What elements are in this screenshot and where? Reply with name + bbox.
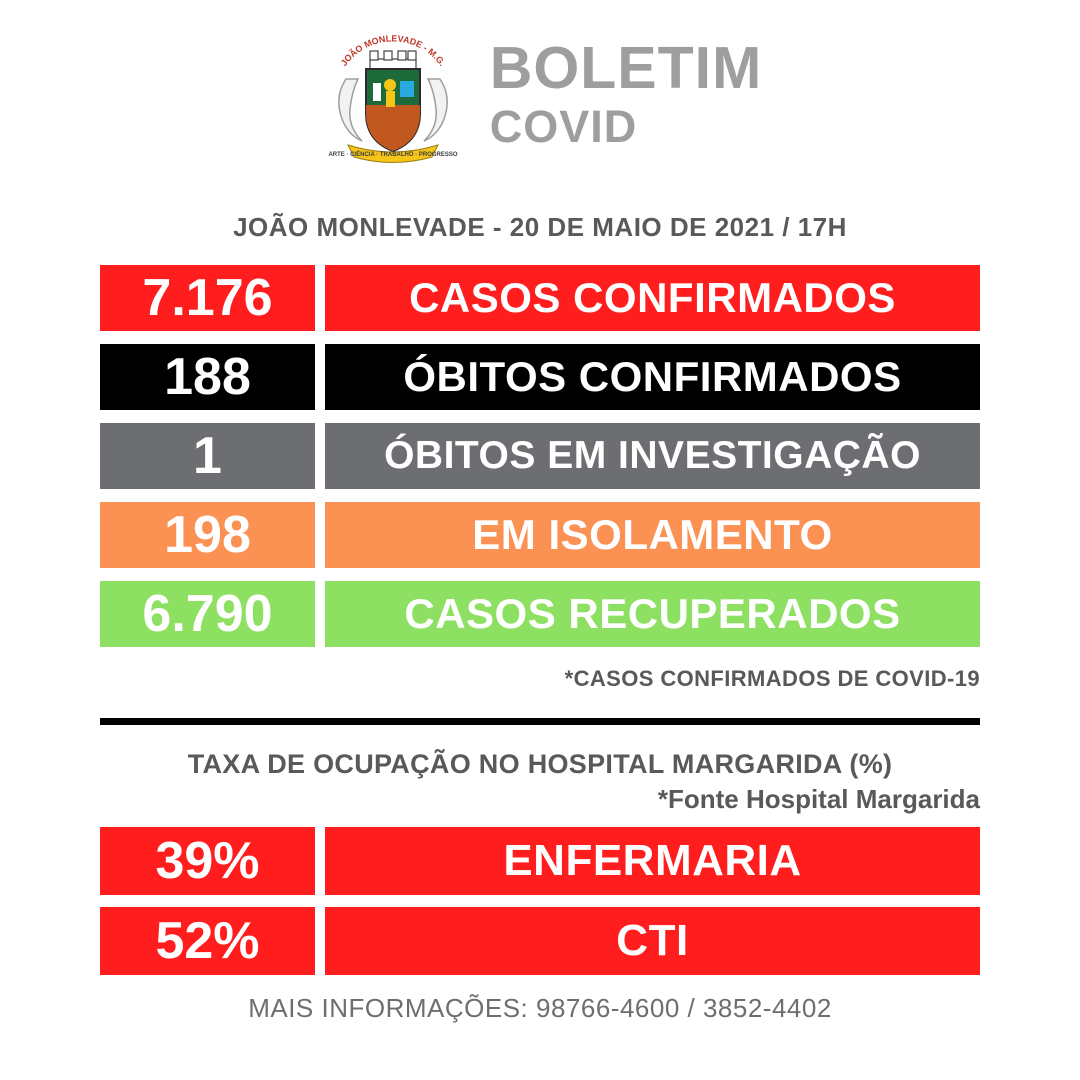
stat-value: 52% [100,907,315,975]
stat-value: 198 [100,502,315,568]
footnote: *CASOS CONFIRMADOS DE COVID-19 [564,666,980,691]
hospital-source-note: *Fonte Hospital Margarida [657,784,980,814]
stat-label: ÓBITOS CONFIRMADOS [325,344,980,410]
stat-value: 39% [100,827,315,895]
section-divider [100,718,980,725]
stat-row [100,581,980,647]
hospital-stats-list [0,827,1080,975]
stat-label: CASOS CONFIRMADOS [325,265,980,331]
stat-row [100,423,980,489]
stat-row [100,827,980,895]
city-coat-of-arms-icon [318,19,468,169]
stat-row [100,344,980,410]
header [0,0,1080,160]
stat-label: ENFERMARIA [325,827,980,895]
page-subtitle: COVID [489,101,638,152]
stat-row [100,265,980,331]
svg-text:ARTE · CIÊNCIA · TRABALHO · PR: ARTE · CIÊNCIA · TRABALHO · PROGRESSO [328,152,458,158]
dateline: JOÃO MONLEVADE - 20 DE MAIO DE 2021 / 17H [233,212,847,242]
stat-label: EM ISOLAMENTO [325,502,980,568]
stat-value: 188 [100,344,315,410]
header-titles [489,35,763,152]
hospital-section-title: TAXA DE OCUPAÇÃO NO HOSPITAL MARGARIDA (%) [187,749,893,779]
page-title: BOLETIM [489,35,763,101]
stats-list [0,265,1080,647]
stat-value: 1 [100,423,315,489]
contact-info: MAIS INFORMAÇÕES: 98766-4600 / 3852-4402 [248,993,832,1023]
stat-row [100,907,980,975]
stat-label: CTI [325,907,980,975]
stat-value: 7.176 [100,265,315,331]
stat-label: ÓBITOS EM INVESTIGAÇÃO [325,423,980,489]
stat-value: 6.790 [100,581,315,647]
stat-label: CASOS RECUPERADOS [325,581,980,647]
stat-row [100,502,980,568]
svg-text:JOÃO MONLEVADE - M.G.: JOÃO MONLEVADE - M.G. [338,33,448,68]
